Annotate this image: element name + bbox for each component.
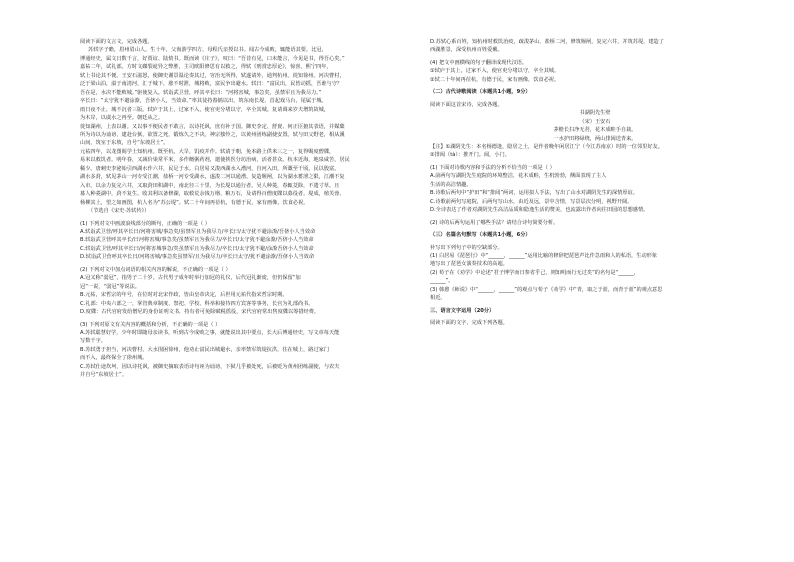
- right-text-line: （二）古代诗歌阅读（本题共1小题，9分）: [430, 89, 531, 96]
- right-text-line: （三）名篇名句默写（本题共1小题，6分）: [430, 232, 531, 239]
- left-text-line: 卒长曰：“太守犹不避涂潦，吾侪小人，当效命。”率其徒持畚锸以出，筑东南长堤，首起戏马台，尾属于城。: [80, 98, 327, 105]
- left-text-line: 并自号“东坡居士”。: [80, 372, 127, 379]
- right-text-line: 三、语言文字运用（20分）: [430, 307, 495, 314]
- left-text-line: 苏轼字子瞻，眉州眉山人。生十年，父洵游学四方，母程氏亲授以书。闻古今成败，辄能语其要。比冠，: [88, 47, 327, 54]
- left-text-line: 冠”一说，“弱冠”等说法。: [80, 283, 140, 290]
- left-text-line: 募人种菱湖中，葑不复生。收其利以备修湖，取救荒余钱万缗、粮万石，及请得百僧度牒以募役者。堤成，植芙蓉、: [80, 191, 345, 198]
- right-text-line: (4) 把文中画横线的句子翻译成现代汉语。: [430, 59, 528, 66]
- right-text-line: (1) 白居易《琵琶行》中“______，______”运用比喻的修辞把琵琶声比作急雨和人的私语，生动形象: [430, 252, 658, 259]
- left-text-line: 阅读下面的文言文，完成各题。: [80, 39, 153, 45]
- left-text-line: （节选自《宋史·苏轼传》）: [88, 208, 150, 215]
- right-text-line: 一水护田将绿绕，两山排闼送青来。: [553, 135, 637, 142]
- right-text-line: 生活的高洁情趣。: [430, 181, 472, 188]
- left-text-line: A.轼诣武卫营/呼其卒长曰/河将害城/事急矣/虽禁军且为我尽力/卒长曰/太守犹不避涂潦/吾侪小人当效命: [80, 228, 316, 235]
- left-text-line: 所为诗以为讪谤，逮赴台狱，欲置之死，锻炼久之不决。神宗独怜之，以黄州团练副使安置。轼与田父野老，相从溪: [80, 131, 345, 138]
- right-text-line: 书湖阴先生壁: [579, 110, 611, 117]
- left-text-line: D.度牒：古代官府发给僧尼的身份证明文书，持有者可免除赋税徭役，宋代官府常出售度牒以筹措经费。: [80, 309, 320, 316]
- left-text-line: 易米以救饥者。明年春，又减价粜常平米，多作饘粥药剂，遣使挟医分坊治病，活者甚众。杭本近海，地泉咸苦，居民: [80, 157, 350, 164]
- left-text-line: 入市。以余力复完六井，又取葑田积湖中，南北径三十里，为长堤以通行者。吴人种菱，春辄芟除，不遗寸草。且: [80, 182, 340, 189]
- left-text-line: (2) 下列对文中加点词语的相关内容的解说，不正确的一项是（ ）: [80, 266, 231, 273]
- right-text-line: 西湖胜景，深受杭州百姓爱戴。: [430, 47, 503, 54]
- left-text-line: 山间，筑室于东坡，自号“东坡居士”。: [80, 140, 169, 147]
- left-text-line: 轼上书论其不便。王安石滋怒，使御史谢景温论奏其过，穷治无所得，轼遂请外，通判杭州。徙知徐州。河决曹村，: [80, 72, 345, 79]
- left-text-line: (1) 下列对文中画波浪线部分的断句，正确的一项是（ ）: [80, 220, 210, 227]
- left-text-line: 元祐四年，以龙图阁学士知杭州。既至杭，大旱，饥疫并作。轼请于朝，免本路上供米三之一，复得赐度僧牒，: [80, 148, 335, 155]
- left-text-line: 博通经史，属文日数千言，好贾谊、陆贽书。既而读《庄子》，叹曰：“吾昔有见，口未能言，今见是书，得吾心矣。”: [80, 55, 345, 62]
- left-text-line: C.轼诣武卫营/呼其卒长曰/河将害城事急/矣虽禁军且为我尽力/卒长曰/太守犹不避/涂潦吾侪小人当效命: [80, 245, 314, 252]
- left-text-line: 湖水多葑，轼见茅山一河专受江潮，盐桥一河专受湖水，遂浚二河以通漕。复造堰闸，以为湖水蓄泄之限，江潮不复: [80, 174, 345, 181]
- right-text-line: ②轼二十年间再莅杭，有德于民，家有画像，饮食必祝。: [430, 76, 560, 83]
- left-text-line: 吾在是，水决不能败城。”驱使复入。轼诣武卫营，呼其卒长曰：“河将害城，事急矣，虽禁军且为我尽力。”: [80, 89, 322, 96]
- right-text-line: 阅读下面的文字，完成下列各题。: [430, 320, 508, 327]
- right-text-line: B.诗歌后两句中“护田”和“排闼”两词，运用拟人手法，写出了山水对湖阴先生的深情厚谊。: [430, 190, 638, 197]
- right-text-line: A.前两句写湖阴先生庭院的环境整洁，花木成畦，生机勃勃，侧面表现了主人: [430, 173, 607, 180]
- right-text-line: 地写出了琵琶女演奏技术的高超。: [430, 261, 508, 268]
- left-text-line: (3) 下列对原文有关内容的概括和分析，不正确的一项是（ ）: [80, 321, 221, 328]
- right-text-line: （宋）王安石: [579, 118, 611, 125]
- right-text-line: 茅檐长扫净无苔，花木成畦手自栽。: [553, 127, 637, 134]
- right-text-line: D.全诗表达了作者对湖阴先生高洁品质和隐逸生活的赞美，也流露出作者向往田园的思想感情。: [430, 207, 649, 214]
- right-text-line: (3) 韩愈《师说》中“______，______”的观点与荀子《劝学》中“青，取之于蓝，而青于蓝”的观点意思: [430, 286, 663, 293]
- left-text-line: D.轼诣武卫营呼其卒长曰/河将害城/事急矣虽禁军/且为我尽力/卒长曰太守/犹不避涂潦/吾侪小人当效命: [80, 254, 315, 261]
- right-text-line: ②排闼（tà）：推开门。闼，小门。: [430, 152, 510, 159]
- left-text-line: 徙知湖州，上表以谢。又以事不便民者不敢言，以诗托讽，庶有补于国。御史李定、舒亶、何正臣摭其表语，并媒蘖: [80, 123, 345, 130]
- right-text-line: 阅读下面这首宋诗，完成各题。: [430, 101, 503, 108]
- right-text-line: (2) 诗的后两句运用了哪些手法？请结合诗句简要分析。: [430, 219, 559, 226]
- right-text-line: 补写出下列句子中的空缺部分。: [430, 244, 503, 251]
- left-text-line: 杨柳其上，望之如画图，杭人名为“苏公堤”。轼二十年间再莅杭，有德于民，家有画像，饮食必祝。: [80, 199, 309, 206]
- left-text-line: A.冠又称“弱冠”，指男子二十岁。古代男子成年时举行加冠的礼仪，后代冠礼渐废，但仍保留“加: [80, 275, 301, 282]
- right-text-line: (2) 荀子在《劝学》中论述“君子博学而日参省乎己，则知明而行无过矣”的名句是“______，: [430, 269, 639, 276]
- left-text-line: A.苏轼聪慧好学，少年时即随母亲读书，听到古今成败之事，就能说出其中要点，长大后博通经史，写文章每天能: [80, 329, 340, 336]
- left-text-line: 写数千字。: [80, 338, 106, 345]
- left-text-line: 嘉祐二年，试礼部。方时文磔裂诡异之弊胜，主司欧阳修思有以救之，得轼《刑赏忠厚论》，惊喜。熙宁四年，: [80, 64, 332, 71]
- left-text-line: B.轼诣武卫营呼其卒长/曰河将害城/事急矣/虽禁军且为我尽力/卒长曰/太守犹不避涂潦/吾侪小人当效命: [80, 237, 314, 244]
- right-text-line: ①轼庐于其上，过家不入，使官吏分堵以守，卒全其城。: [430, 68, 560, 75]
- left-text-line: B.苏轼勇于担当，河决曹村，大水围困徐州，他劝止富民出城避水，亲率禁军筑堤抗洪，住在城上，路过家门: [80, 346, 330, 353]
- left-text-line: 为木岸，以虞水之再至。朝廷从之。: [80, 115, 164, 122]
- right-text-line: C.诗歌前两句写庭院，后两句写山水，由近及远，景中含情，写景层次分明，视野开阔。: [430, 198, 633, 205]
- right-text-line: D.苏轼心系百姓，知杭州时救饥治疫，疏浚茅山、盐桥二河，修筑堰闸，复完六井，并筑苏堤，建造了: [430, 39, 664, 45]
- left-text-line: 稀少。唐刺史李泌始引西湖水作六井，民足于水。白居易又浚西湖水入漕河，自河入田，所溉至千顷，民以殷富。: [80, 165, 340, 172]
- right-text-line: ______”。: [430, 278, 454, 285]
- left-text-line: C.礼部：中央六部之一，掌管典章制度、祭祀、学校、科举和接待四方宾客等事务，长官为礼部尚书。: [80, 300, 314, 307]
- left-column: [80, 38, 414, 380]
- right-text-line: (1) 下面对诗歌内容和手法的分析不恰当的一项是（ ）: [430, 164, 555, 171]
- right-text-line: 相近。: [430, 295, 446, 302]
- right-text-line: 【注】①湖阴先生：本名杨德逢，隐居之士，是作者晚年闲居江宁（今江苏南京）时的一位邻里好友。: [430, 143, 663, 150]
- left-text-line: 泛于梁山泊，溢于南清河，汇于城下，涨不时泄，城将败，富民争出避水。轼曰：“富民出，民皆动摇，吾谁与守？: [80, 81, 343, 88]
- right-column: [430, 38, 760, 328]
- left-text-line: C.苏轼仕途坎坷，因以诗托讽，被御史摘取表语诗句诬为讪谤，下狱几乎被处死，后被贬为黄州团练副使，与农夫: [80, 363, 340, 370]
- left-text-line: 雨日夜不止，城不沉者三版。轼庐于其上，过家不入，使官吏分堵以守，卒全其城。复请调来岁夫增筑故城，: [80, 106, 330, 113]
- left-text-line: B.元祐，宋哲宗的年号，在位时对北宋作政，皆由皇帝决定，后世用元祐代指宋哲宗时期。: [80, 292, 288, 299]
- left-text-line: 而不入，最终保全了徐州城。: [80, 355, 148, 362]
